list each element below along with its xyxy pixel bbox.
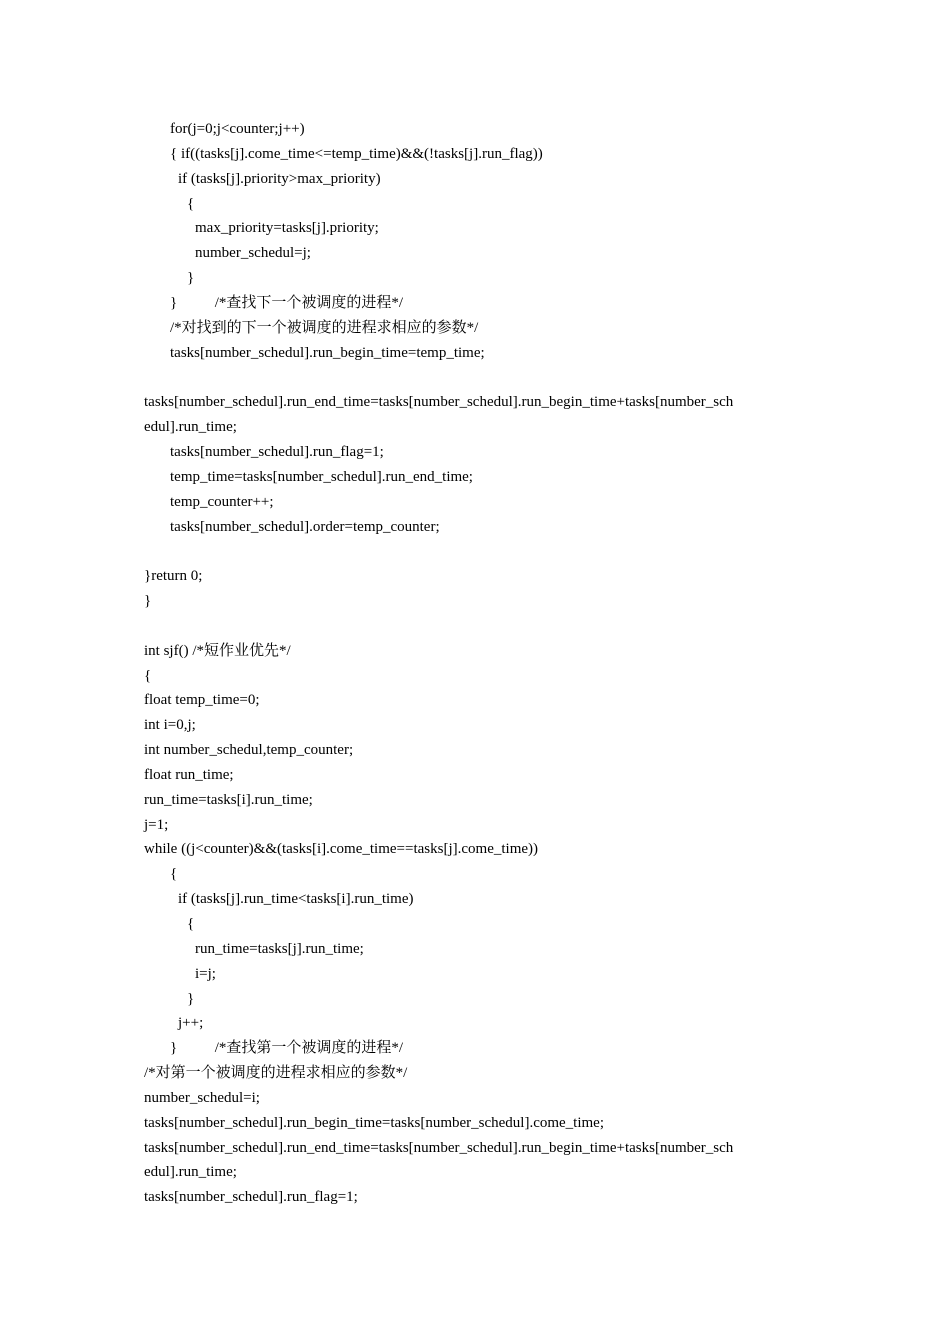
code-line: j=1; — [144, 816, 169, 833]
code-line: max_priority=tasks[j].priority; — [195, 220, 379, 237]
code-line: temp_time=tasks[number_schedul].run_end_time; — [170, 468, 473, 485]
code-line: while ((j<counter)&&(tasks[i].come_time==tasks[j].come_time)) — [144, 841, 539, 858]
code-line: run_time=tasks[i].run_time; — [144, 791, 313, 808]
code-line: } /*查找第一个被调度的进程*/ — [170, 1040, 404, 1057]
code-line: } — [187, 270, 195, 287]
code-line: { if((tasks[j].come_time<=temp_time)&&(!tasks[j].run_flag)) — [170, 145, 543, 162]
code-line: tasks[number_schedul].run_begin_time=tasks[number_schedul].come_time; — [144, 1114, 605, 1131]
code-line: number_schedul=i; — [144, 1089, 260, 1106]
code-line: tasks[number_schedul].order=temp_counter; — [170, 518, 440, 535]
code-line: int number_schedul,temp_counter; — [144, 742, 354, 759]
code-line: temp_counter++; — [170, 493, 274, 510]
code-line: tasks[number_schedul].run_flag=1; — [170, 443, 384, 460]
code-line: { — [187, 916, 195, 932]
code-line — [144, 614, 824, 639]
code-line: { — [144, 667, 152, 684]
code-line: tasks[number_schedul].run_end_time=tasks[number_schedul].run_begin_time+tasks[number_sch — [144, 394, 734, 411]
code-line: int i=0,j; — [144, 717, 196, 734]
code-line — [144, 539, 824, 564]
code-line: { — [170, 866, 178, 883]
code-line: float run_time; — [144, 766, 234, 783]
code-line: tasks[number_schedul].run_flag=1; — [144, 1189, 358, 1206]
code-line: edul].run_time; — [144, 1164, 237, 1181]
code-line: } /*查找下一个被调度的进程*/ — [170, 294, 404, 311]
code-line: j++; — [178, 1015, 204, 1032]
code-line: } — [187, 990, 195, 1007]
code-line: } — [144, 593, 152, 610]
code-line: }return 0; — [144, 568, 203, 585]
code-line: /*对找到的下一个被调度的进程求相应的参数*/ — [170, 319, 479, 336]
code-line: number_schedul=j; — [195, 245, 311, 262]
code-line — [144, 365, 824, 390]
code-line: for(j=0;j<counter;j++) — [170, 121, 305, 137]
code-line: float temp_time=0; — [144, 692, 260, 709]
code-line: if (tasks[j].priority>max_priority) — [178, 170, 381, 187]
code-line: edul].run_time; — [144, 419, 237, 436]
code-line: run_time=tasks[j].run_time; — [195, 940, 364, 957]
code-line: int sjf() /*短作业优先*/ — [144, 642, 291, 659]
code-line: tasks[number_schedul].run_begin_time=temp_time; — [170, 344, 485, 361]
code-line: { — [187, 195, 195, 212]
code-listing — [144, 117, 824, 1210]
code-line: /*对第一个被调度的进程求相应的参数*/ — [144, 1065, 408, 1082]
code-line: if (tasks[j].run_time<tasks[i].run_time) — [178, 891, 414, 908]
code-line: tasks[number_schedul].run_end_time=tasks[number_schedul].run_begin_time+tasks[number_sch — [144, 1139, 734, 1156]
code-line: i=j; — [195, 965, 216, 982]
